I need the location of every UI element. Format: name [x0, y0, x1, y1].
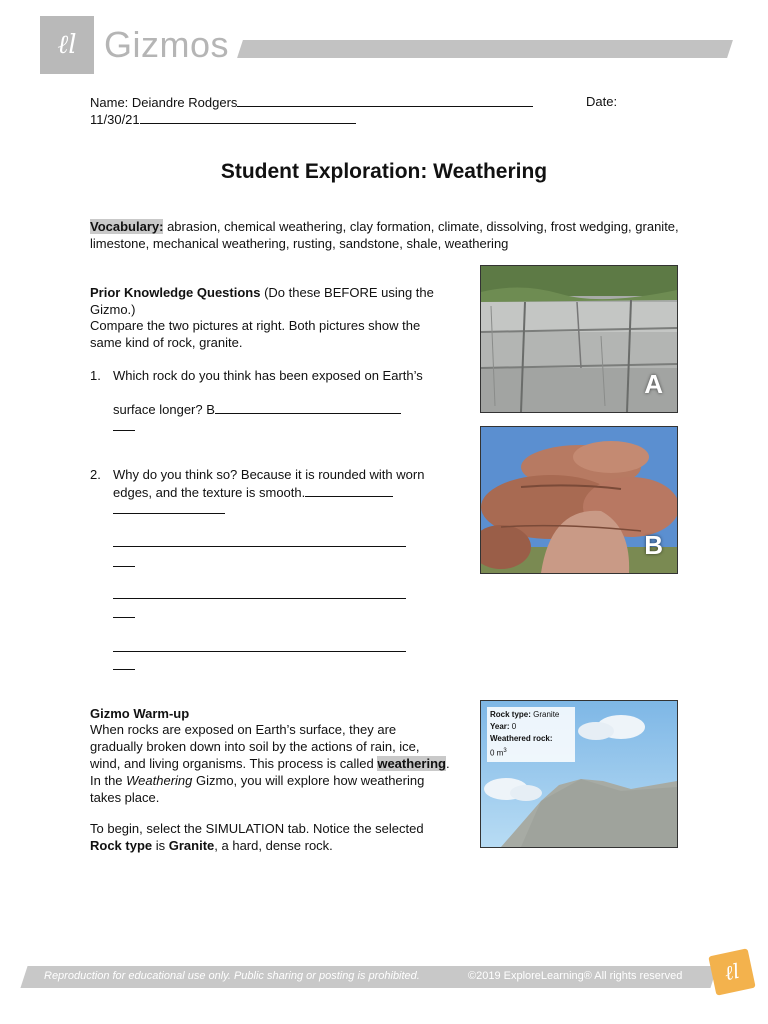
name-blank[interactable]: [237, 93, 533, 107]
weathered-rock-value: 0 m: [490, 748, 504, 758]
warmup-title: Gizmo Warm-up: [90, 706, 190, 721]
explorelearning-logo: ℓl: [708, 948, 755, 995]
rock-type-readout: [490, 709, 572, 721]
header-bar: [237, 40, 733, 58]
gizmos-logo: ℓl: [40, 16, 94, 74]
q2-blank-5-tail[interactable]: [113, 669, 135, 670]
photo-a-label: A: [644, 369, 663, 399]
year-readout: [490, 721, 572, 733]
photo-b-rounded-boulders: [480, 426, 678, 574]
date-label: Date:: [586, 94, 618, 109]
rock-type-readout-value: Granite: [530, 710, 560, 719]
warmup-p1-text-b: . In the: [90, 756, 450, 788]
q1-blank-tail[interactable]: [113, 430, 135, 431]
date-value: 11/30/21: [90, 112, 140, 127]
q2-blank-3[interactable]: [113, 546, 406, 547]
prior-knowledge-heading: [90, 284, 450, 318]
q1-text-2: surface longer? B: [113, 402, 215, 417]
brand-name: Gizmos: [104, 24, 230, 65]
granite-term: Granite: [168, 838, 215, 853]
warmup-paragraph-2: [90, 820, 455, 854]
q2-blank-1[interactable]: [305, 483, 393, 497]
q2-blank-4-tail[interactable]: [113, 617, 135, 618]
warmup-paragraph-1: [90, 721, 450, 806]
date-blank[interactable]: [140, 110, 356, 124]
prior-knowledge-note: (Do these BEFORE using the Gizmo.): [90, 285, 434, 317]
rock-type-term: Rock type: [90, 838, 153, 853]
vocabulary-text: abrasion, chemical weathering, clay formation, climate, dissolving, frost wedging, granite, limestone, mechanical weathering, rusting, sandstone, shale, weathering: [90, 219, 679, 251]
name-line: [90, 93, 533, 111]
prior-knowledge-intro: Compare the two pictures at right. Both pictures show the same kind of rock, granite.: [90, 318, 421, 350]
q2-answer: Why do you think so? Because it is rounded with worn edges, and the texture is smooth.: [113, 467, 425, 500]
date-line: [90, 110, 356, 128]
page-title: Student Exploration: Weathering: [220, 160, 548, 183]
weathered-rock-label: Weathered rock:: [490, 734, 553, 743]
warmup-heading: [90, 705, 189, 722]
photo-b-label: B: [644, 530, 663, 560]
q2-blank-3-tail[interactable]: [113, 566, 135, 567]
weathered-rock-readout-label: [490, 733, 572, 745]
weathering-gizmo-name: Weathering: [126, 773, 193, 788]
q1-text: Which rock do you think has been exposed on Earth’s: [113, 368, 423, 383]
warmup-p2-text-a: To begin, select the SIMULATION tab. Notice the selected: [90, 821, 424, 836]
warmup-p2-text-b: is: [152, 838, 169, 853]
warmup-p2-text-c: , a hard, dense rock.: [214, 838, 333, 853]
warmup-p1-text-a: When rocks are exposed on Earth’s surface, they are gradually broken down into soil by the actions of rain, ice, wind, and living organisms. This process is called: [90, 722, 420, 771]
rock-type-readout-label: Rock type:: [490, 710, 531, 719]
footer-copyright: ©2019 ExploreLearning® All rights reserved: [468, 970, 683, 982]
weathered-rock-readout-value: [490, 745, 572, 760]
simulation-readout-panel: [487, 707, 575, 762]
vocabulary-label: Vocabulary:: [90, 219, 164, 234]
name-label: Name: Deiandre Rodgers: [90, 95, 238, 110]
year-readout-value: 0: [509, 722, 517, 731]
footer-disclaimer: Reproduction for educational use only. Public sharing or posting is prohibited.: [44, 970, 420, 982]
weathering-term: weathering: [377, 756, 446, 771]
q2-blank-4[interactable]: [113, 598, 406, 599]
weathered-rock-unit-exponent: 3: [503, 748, 507, 754]
photo-a-granite-quarry: [480, 265, 678, 413]
q2-text: [113, 466, 458, 501]
q2-blank-5[interactable]: [113, 651, 406, 652]
q2-blank-2[interactable]: [113, 513, 225, 514]
q2-number: 2.: [90, 467, 101, 482]
simulation-screenshot: [480, 700, 678, 848]
vocabulary: [90, 218, 680, 252]
q1-number: 1.: [90, 368, 101, 383]
q1-answer-line: [113, 400, 401, 418]
year-readout-label: Year:: [490, 722, 510, 731]
prior-knowledge-title: Prior Knowledge Questions: [90, 285, 261, 300]
q1-blank[interactable]: [215, 400, 401, 414]
warmup-p1-text-c: Gizmo, you will explore how weathering takes place.: [90, 773, 425, 805]
